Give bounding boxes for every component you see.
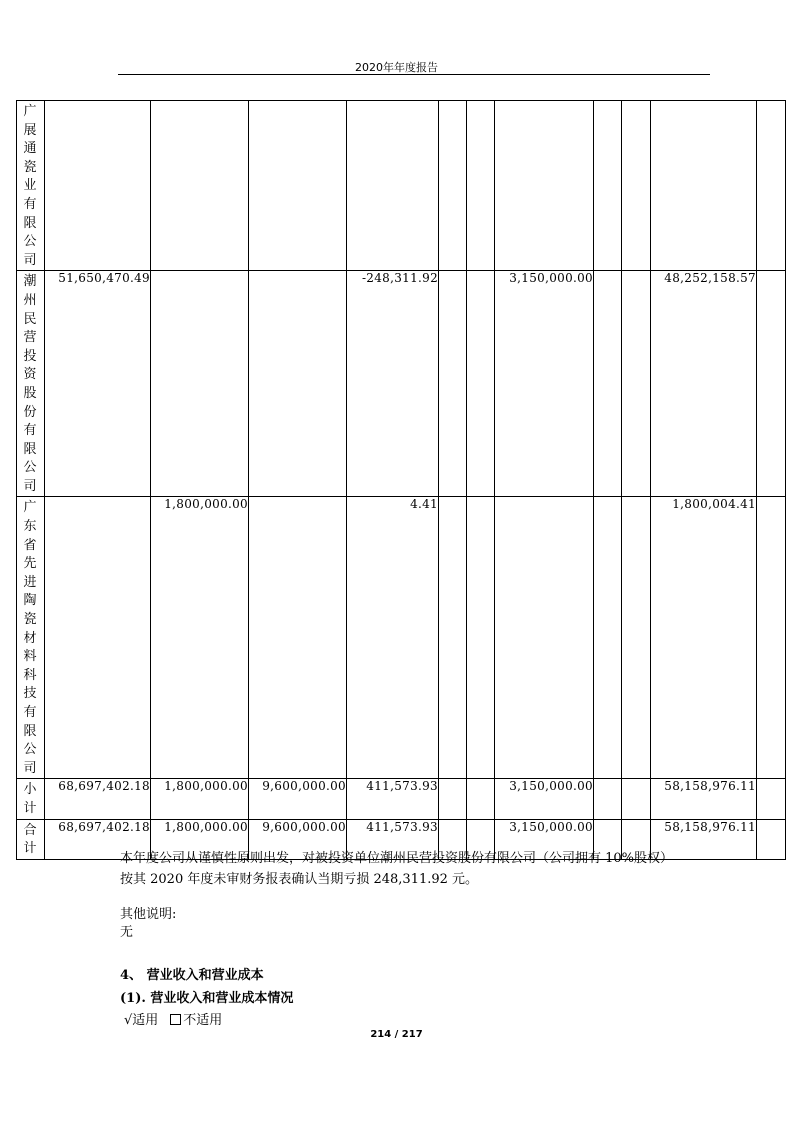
- section-4-heading: 4、 营业收入和营业成本: [120, 968, 264, 983]
- value-cell: -248,311.92: [347, 271, 439, 497]
- value-cell: 3,150,000.00: [495, 779, 594, 819]
- value-cell: [622, 497, 651, 779]
- other-notes-value: 无: [120, 925, 134, 940]
- value-cell: [594, 497, 622, 779]
- subsection-1-heading: (1). 营业收入和营业成本情况: [120, 991, 294, 1006]
- value-cell: [495, 101, 594, 271]
- value-cell: [439, 271, 467, 497]
- value-cell: [347, 101, 439, 271]
- checkbox-icon: [170, 1014, 181, 1025]
- investee-name: 广东省先进陶瓷材料科技有限公司: [23, 500, 37, 776]
- value-cell: 58,158,976.11: [651, 779, 757, 819]
- value-cell: 411,573.93: [347, 779, 439, 819]
- other-notes-label: 其他说明:: [120, 907, 177, 922]
- investee-name-cell: [17, 497, 45, 779]
- value-cell: [439, 779, 467, 819]
- investee-name-cell: [17, 271, 45, 497]
- value-cell: 3,150,000.00: [495, 271, 594, 497]
- value-cell: 58,158,976.11: [651, 819, 757, 859]
- value-cell: 1,800,000.00: [151, 779, 249, 819]
- table-row: [17, 779, 786, 819]
- value-cell: [467, 497, 495, 779]
- note-line-1: 本年度公司从谨慎性原则出发，对被投资单位潮州民营投资股份有限公司（公司拥有 10%股权）: [120, 851, 674, 866]
- value-cell: 51,650,470.49: [45, 271, 151, 497]
- value-cell: [151, 101, 249, 271]
- investee-name-cell: [17, 779, 45, 819]
- value-cell: [151, 271, 249, 497]
- value-cell: [467, 271, 495, 497]
- header-divider: [118, 74, 710, 75]
- value-cell: [45, 101, 151, 271]
- value-cell: [757, 779, 786, 819]
- investee-name: 小计: [23, 782, 37, 816]
- value-cell: [594, 271, 622, 497]
- note-line-2: 按其 2020 年度未审财务报表确认当期亏损 248,311.92 元。: [120, 872, 479, 887]
- value-cell: [757, 819, 786, 859]
- value-cell: 4.41: [347, 497, 439, 779]
- value-cell: [249, 271, 347, 497]
- value-cell: [757, 271, 786, 497]
- value-cell: 1,800,000.00: [151, 497, 249, 779]
- table-row: [17, 271, 786, 497]
- value-cell: 1,800,000.00: [151, 819, 249, 859]
- investee-name-cell: [17, 819, 45, 859]
- investee-name-cell: [17, 101, 45, 271]
- value-cell: 1,800,004.41: [651, 497, 757, 779]
- value-cell: [757, 497, 786, 779]
- value-cell: [651, 101, 757, 271]
- investee-name: 合计: [23, 822, 37, 857]
- value-cell: [622, 779, 651, 819]
- value-cell: [467, 101, 495, 271]
- value-cell: [45, 497, 151, 779]
- page-number: 214 / 217: [370, 1029, 423, 1040]
- table-row: [17, 101, 786, 271]
- value-cell: 9,600,000.00: [249, 779, 347, 819]
- value-cell: [439, 101, 467, 271]
- value-cell: [594, 101, 622, 271]
- applicability-options: [124, 1009, 222, 1028]
- value-cell: 9,600,000.00: [249, 819, 347, 859]
- value-cell: 68,697,402.18: [45, 819, 151, 859]
- value-cell: [249, 497, 347, 779]
- value-cell: [622, 271, 651, 497]
- not-applicable-option: 不适用: [183, 1013, 223, 1028]
- investment-table: [16, 100, 786, 860]
- value-cell: 411,573.93: [347, 819, 439, 859]
- value-cell: 3,150,000.00: [495, 819, 594, 859]
- value-cell: [622, 101, 651, 271]
- investee-name: 潮州民营投资股份有限公司: [23, 274, 37, 494]
- value-cell: [594, 779, 622, 819]
- value-cell: 68,697,402.18: [45, 779, 151, 819]
- page-header-title: 2020年年度报告: [355, 61, 438, 74]
- applicable-option: √适用: [124, 1013, 159, 1028]
- value-cell: [757, 101, 786, 271]
- value-cell: [495, 497, 594, 779]
- table-row: [17, 497, 786, 779]
- value-cell: [249, 101, 347, 271]
- value-cell: [439, 497, 467, 779]
- value-cell: [467, 779, 495, 819]
- value-cell: 48,252,158.57: [651, 271, 757, 497]
- investee-name: 广展通瓷业有限公司: [23, 104, 37, 268]
